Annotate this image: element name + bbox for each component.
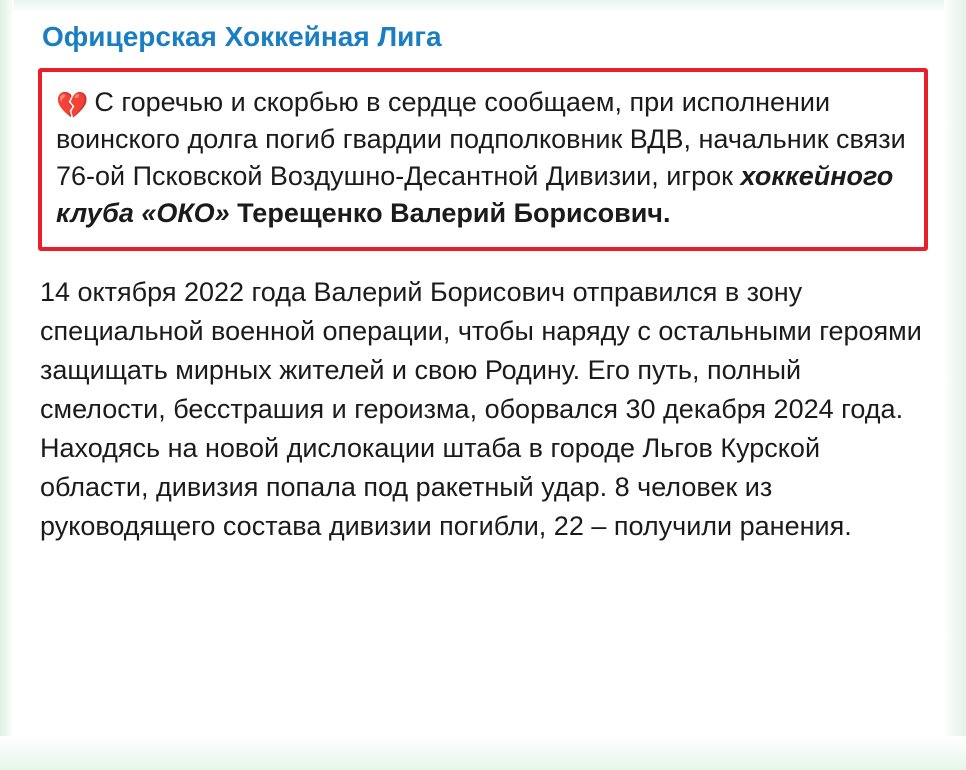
announcement-text-lead: С горечью и скорбью в сердце сообщаем, при исполнении воинского долга погиб гвардии подполковник ВДВ, начальник связи 76-ой Псковской Воздушно-Десантной Дивизии, игрок <box>56 86 906 192</box>
highlighted-announcement-box <box>38 68 928 251</box>
message-body-paragraph: 14 октября 2022 года Валерий Борисович отправился в зону специальной военной операции, чтобы наряду с остальными героями защищать мирных жителей и свою Родину. Его путь, полный смелости, бесстрашия и героизма, оборвался 30 декабря 2024 года. Находясь на новой дислокации штаба в городе Льгов Курской области, дивизия попала под ракетный удар. 8 человек из руководящего состава дивизии погибли, 22 – получили ранения. <box>40 276 922 542</box>
bubble-edge-bottom <box>0 736 966 770</box>
announcement-paragraph <box>56 84 908 233</box>
announcement-text-end: . <box>662 198 671 229</box>
channel-title[interactable]: Офицерская Хоккейная Лига <box>42 21 442 52</box>
announcement-person-name: Терещенко Валерий Борисович <box>229 198 663 229</box>
announcement-club-name: хоккейного клуба «ОКО» <box>56 161 894 229</box>
broken-heart-icon: 💔 <box>56 89 89 120</box>
